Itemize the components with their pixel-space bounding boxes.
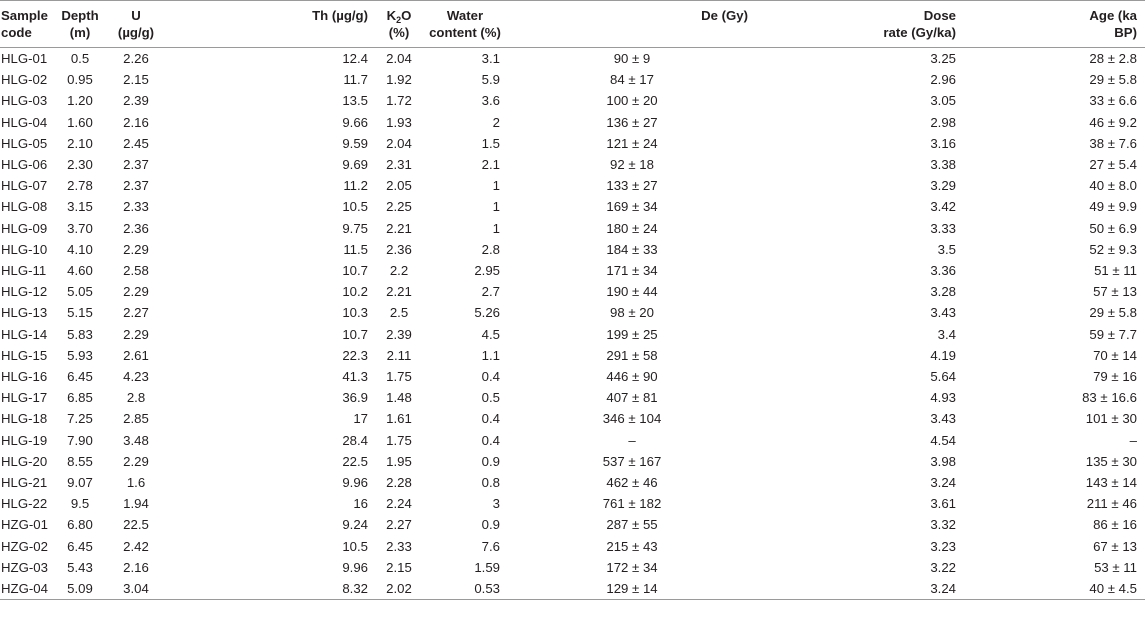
cell-sample-code: HLG-14	[1, 326, 48, 342]
cell-equivalent-dose: –	[628, 432, 636, 448]
table-row	[0, 239, 1145, 260]
cell-depth: 3.70	[67, 220, 93, 236]
cell-potassium-oxide: 2.24	[386, 496, 412, 512]
cell-equivalent-dose: 462 ± 46	[606, 475, 658, 491]
table-body	[0, 48, 1145, 600]
header-potassium-oxide: $K_2O$ (%)	[376, 1, 422, 48]
cell-uranium: 3.48	[123, 432, 149, 448]
cell-uranium: 2.15	[123, 72, 149, 88]
cell-depth: 5.15	[67, 305, 93, 321]
cell-sample-code: HLG-13	[1, 305, 48, 321]
cell-equivalent-dose: 199 ± 25	[606, 326, 658, 342]
cell-dose-rate: 3.38	[930, 157, 956, 173]
cell-age: 38 ± 7.6	[1089, 135, 1137, 151]
cell-age: 83 ± 16.6	[1082, 390, 1137, 406]
table-row	[0, 48, 1145, 70]
cell-dose-rate: 2.96	[930, 72, 956, 88]
cell-age: 33 ± 6.6	[1089, 93, 1137, 109]
header-uranium: U (µg/g)	[102, 1, 170, 48]
cell-sample-code: HLG-09	[1, 220, 48, 236]
cell-equivalent-dose: 184 ± 33	[606, 241, 658, 257]
cell-potassium-oxide: 2.21	[386, 220, 412, 236]
cell-sample-code: HLG-08	[1, 199, 48, 215]
table-row	[0, 387, 1145, 408]
cell-thorium: 17	[353, 411, 368, 427]
cell-water-content: 1	[492, 178, 500, 194]
cell-thorium: 36.9	[342, 390, 368, 406]
cell-thorium: 41.3	[342, 369, 368, 385]
cell-age: 29 ± 5.8	[1089, 305, 1137, 321]
cell-thorium: 9.96	[342, 559, 368, 575]
cell-dose-rate: 3.5	[937, 241, 956, 257]
cell-depth: 2.78	[67, 178, 93, 194]
cell-depth: 4.60	[67, 263, 93, 279]
cell-potassium-oxide: 1.75	[386, 432, 412, 448]
cell-sample-code: HLG-01	[1, 51, 48, 66]
cell-uranium: 2.8	[126, 390, 146, 406]
cell-equivalent-dose: 291 ± 58	[606, 347, 658, 363]
cell-depth: 5.83	[67, 326, 93, 342]
cell-uranium: 4.23	[123, 369, 149, 385]
cell-dose-rate: 3.98	[930, 453, 956, 469]
cell-potassium-oxide: 2.31	[386, 157, 412, 173]
cell-thorium: 9.75	[342, 220, 368, 236]
cell-equivalent-dose: 446 ± 90	[606, 369, 658, 385]
table-row	[0, 196, 1145, 217]
cell-sample-code: HZG-03	[1, 559, 48, 575]
cell-sample-code: HLG-12	[1, 284, 48, 300]
cell-uranium: 3.04	[102, 578, 170, 600]
cell-depth: 1.60	[67, 114, 93, 130]
table-row	[0, 260, 1145, 281]
table-row	[0, 90, 1145, 111]
cell-water-content: 1.5	[481, 135, 500, 151]
header-age: Age (ka BP)	[964, 1, 1145, 48]
cell-water-content: 1.1	[481, 347, 500, 363]
cell-equivalent-dose: 84 ± 17	[610, 72, 654, 88]
table-row	[0, 408, 1145, 429]
cell-water-content: 3.1	[481, 51, 500, 66]
table-row	[0, 175, 1145, 196]
cell-water-content: 5.9	[481, 72, 500, 88]
cell-uranium: 2.45	[123, 135, 149, 151]
cell-dose-rate: 3.22	[930, 559, 956, 575]
cell-equivalent-dose: 287 ± 55	[606, 517, 658, 533]
cell-dose-rate: 3.32	[930, 517, 956, 533]
cell-depth: 6.45	[67, 369, 93, 385]
cell-uranium: 2.39	[123, 93, 149, 109]
cell-equivalent-dose: 92 ± 18	[610, 157, 654, 173]
cell-depth: 6.45	[67, 538, 93, 554]
cell-age: 50 ± 6.9	[1089, 220, 1137, 236]
cell-dose-rate: 2.98	[930, 114, 956, 130]
cell-thorium: 10.3	[342, 305, 368, 321]
cell-uranium: 2.29	[123, 241, 149, 257]
cell-thorium: 9.24	[342, 517, 368, 533]
cell-potassium-oxide: 1.95	[386, 453, 412, 469]
cell-age: 40 ± 4.5	[964, 578, 1145, 600]
cell-sample-code: HLG-10	[1, 241, 48, 257]
cell-depth: 1.20	[67, 93, 93, 109]
cell-sample-code: HLG-16	[1, 369, 48, 385]
cell-age: 52 ± 9.3	[1089, 241, 1137, 257]
cell-thorium: 9.69	[342, 157, 368, 173]
cell-potassium-oxide: 2.05	[386, 178, 412, 194]
cell-sample-code: HZG-04	[0, 578, 58, 600]
cell-age: 143 ± 14	[1085, 475, 1137, 491]
cell-age: 211 ± 46	[1086, 496, 1137, 512]
cell-water-content: 2	[492, 114, 500, 130]
cell-uranium: 2.29	[123, 453, 149, 469]
table-row	[0, 514, 1145, 535]
cell-dose-rate: 3.43	[930, 411, 956, 427]
cell-water-content: 1.59	[474, 559, 500, 575]
cell-depth: 0.5	[70, 51, 90, 66]
cell-thorium: 28.4	[342, 432, 368, 448]
cell-water-content: 4.5	[481, 326, 500, 342]
cell-thorium: 11.5	[343, 241, 368, 257]
cell-potassium-oxide: 2.27	[386, 517, 412, 533]
cell-sample-code: HLG-22	[1, 496, 48, 512]
cell-depth: 0.95	[67, 72, 93, 88]
cell-dose-rate: 3.28	[930, 284, 956, 300]
cell-equivalent-dose: 129 ± 14	[508, 578, 756, 600]
cell-potassium-oxide: 2.04	[386, 51, 412, 66]
cell-depth: 6.85	[67, 390, 93, 406]
cell-uranium: 2.61	[123, 347, 149, 363]
cell-water-content: 0.53	[422, 578, 508, 600]
cell-equivalent-dose: 172 ± 34	[606, 559, 658, 575]
cell-dose-rate: 3.33	[930, 220, 956, 236]
cell-water-content: 0.4	[481, 369, 500, 385]
cell-potassium-oxide: 2.15	[386, 559, 412, 575]
cell-depth: 7.90	[67, 432, 93, 448]
cell-thorium: 22.5	[342, 453, 368, 469]
cell-potassium-oxide: 2.21	[386, 284, 412, 300]
cell-equivalent-dose: 90 ± 9	[613, 51, 651, 66]
cell-thorium: 22.3	[342, 347, 368, 363]
cell-sample-code: HLG-05	[1, 135, 48, 151]
table-row	[0, 69, 1145, 90]
table-row	[0, 366, 1145, 387]
cell-sample-code: HLG-21	[1, 475, 48, 491]
cell-potassium-oxide: 2.11	[386, 347, 412, 363]
cell-potassium-oxide: 2.2	[389, 263, 409, 279]
table-row	[0, 536, 1145, 557]
cell-depth: 2.10	[67, 135, 93, 151]
header-sample-code: Sample code	[0, 1, 58, 48]
cell-potassium-oxide: 1.75	[386, 369, 412, 385]
cell-equivalent-dose: 180 ± 24	[606, 220, 658, 236]
cell-water-content: 2.1	[481, 157, 500, 173]
cell-sample-code: HLG-15	[1, 347, 48, 363]
cell-potassium-oxide: 1.61	[386, 411, 412, 427]
cell-equivalent-dose: 190 ± 44	[606, 284, 658, 300]
cell-water-content: 2.95	[474, 263, 500, 279]
table-row	[0, 345, 1145, 366]
table-row	[0, 154, 1145, 175]
cell-age: 40 ± 8.0	[1089, 178, 1137, 194]
cell-dose-rate: 5.64	[930, 369, 956, 385]
cell-dose-rate: 3.16	[930, 135, 956, 151]
cell-dose-rate: 4.54	[930, 432, 956, 448]
cell-water-content: 3.6	[481, 93, 500, 109]
cell-water-content: 0.5	[481, 390, 500, 406]
cell-age: 135 ± 30	[1085, 453, 1137, 469]
table-row	[0, 218, 1145, 239]
cell-water-content: 0.8	[481, 475, 500, 491]
cell-potassium-oxide: 2.25	[386, 199, 412, 215]
cell-equivalent-dose: 537 ± 167	[602, 453, 662, 469]
cell-potassium-oxide: 2.02	[376, 578, 422, 600]
cell-uranium: 22.5	[123, 517, 149, 533]
cell-water-content: 3	[492, 496, 500, 512]
cell-age: 79 ± 16	[1093, 369, 1137, 385]
cell-potassium-oxide: 2.5	[389, 305, 409, 321]
header-equivalent-dose: De (Gy)	[508, 1, 756, 48]
cell-age: 46 ± 9.2	[1089, 114, 1137, 130]
cell-dose-rate: 3.43	[930, 305, 956, 321]
cell-age: 53 ± 11	[1094, 559, 1137, 575]
header-depth: Depth (m)	[58, 1, 102, 48]
table-row	[0, 472, 1145, 493]
cell-uranium: 2.58	[123, 263, 149, 279]
cell-uranium: 2.85	[123, 411, 149, 427]
cell-thorium: 16	[353, 496, 368, 512]
cell-thorium: 11.2	[343, 178, 368, 194]
cell-water-content: 0.9	[481, 517, 500, 533]
cell-age: 70 ± 14	[1093, 347, 1137, 363]
cell-age: 57 ± 13	[1093, 284, 1137, 300]
cell-dose-rate: 3.29	[930, 178, 956, 194]
cell-depth: 9.5	[70, 496, 90, 512]
cell-thorium: 10.7	[342, 263, 368, 279]
cell-potassium-oxide: 1.92	[386, 72, 412, 88]
cell-sample-code: HLG-04	[1, 114, 48, 130]
cell-water-content: 2.8	[481, 241, 500, 257]
cell-dose-rate: 3.4	[937, 326, 956, 342]
cell-water-content: 2.7	[481, 284, 500, 300]
cell-thorium: 10.7	[342, 326, 368, 342]
cell-equivalent-dose: 346 ± 104	[602, 411, 662, 427]
table-row	[0, 451, 1145, 472]
cell-sample-code: HLG-17	[1, 390, 48, 406]
cell-water-content: 0.4	[481, 411, 500, 427]
cell-equivalent-dose: 136 ± 27	[606, 114, 658, 130]
cell-equivalent-dose: 98 ± 20	[610, 305, 654, 321]
cell-equivalent-dose: 133 ± 27	[606, 178, 658, 194]
cell-equivalent-dose: 761 ± 182	[602, 496, 662, 512]
cell-dose-rate: 3.24	[930, 475, 956, 491]
cell-depth: 5.43	[67, 559, 93, 575]
cell-uranium: 1.94	[123, 496, 149, 512]
cell-age: 59 ± 7.7	[1089, 326, 1137, 342]
cell-thorium: 8.32	[170, 578, 376, 600]
cell-uranium: 2.16	[123, 559, 149, 575]
cell-uranium: 2.42	[123, 538, 149, 554]
table-row	[0, 493, 1145, 514]
cell-age: 67 ± 13	[1093, 538, 1137, 554]
table-row	[0, 281, 1145, 302]
cell-potassium-oxide: 2.39	[386, 326, 412, 342]
cell-uranium: 1.6	[126, 475, 146, 491]
table-row	[0, 112, 1145, 133]
table-row	[0, 324, 1145, 345]
cell-age: 29 ± 5.8	[1089, 72, 1137, 88]
cell-uranium: 2.26	[123, 51, 149, 66]
cell-equivalent-dose: 100 ± 20	[606, 93, 658, 109]
cell-thorium: 10.5	[342, 199, 368, 215]
cell-thorium: 13.5	[342, 93, 368, 109]
cell-equivalent-dose: 215 ± 43	[606, 538, 658, 554]
cell-depth: 8.55	[67, 453, 93, 469]
cell-equivalent-dose: 121 ± 24	[606, 135, 658, 151]
cell-potassium-oxide: 2.33	[386, 538, 412, 554]
table-row	[0, 133, 1145, 154]
cell-potassium-oxide: 2.36	[386, 241, 412, 257]
header-thorium: Th (µg/g)	[170, 1, 376, 48]
cell-uranium: 2.29	[123, 326, 149, 342]
cell-thorium: 9.59	[342, 135, 368, 151]
cell-thorium: 9.66	[342, 114, 368, 130]
cell-potassium-oxide: 2.28	[386, 475, 412, 491]
cell-sample-code: HLG-02	[1, 72, 48, 88]
cell-age: –	[1129, 432, 1137, 448]
table-header	[0, 1, 1145, 48]
table-row	[0, 430, 1145, 451]
cell-uranium: 2.37	[123, 178, 149, 194]
cell-thorium: 10.2	[342, 284, 368, 300]
cell-equivalent-dose: 407 ± 81	[606, 390, 658, 406]
cell-dose-rate: 3.25	[930, 51, 956, 66]
cell-sample-code: HLG-20	[1, 453, 48, 469]
cell-water-content: 7.6	[481, 538, 500, 554]
cell-dose-rate: 4.19	[930, 347, 956, 363]
cell-depth: 3.15	[67, 199, 93, 215]
cell-dose-rate: 3.05	[930, 93, 956, 109]
cell-water-content: 0.9	[481, 453, 500, 469]
cell-thorium: 11.7	[343, 72, 368, 88]
cell-age: 28 ± 2.8	[1089, 51, 1137, 66]
cell-dose-rate: 3.24	[756, 578, 964, 600]
cell-sample-code: HLG-11	[1, 263, 47, 279]
cell-water-content: 1	[492, 220, 500, 236]
cell-depth: 5.05	[67, 284, 93, 300]
cell-sample-code: HLG-06	[1, 157, 48, 173]
cell-uranium: 2.37	[123, 157, 149, 173]
cell-depth: 7.25	[67, 411, 93, 427]
cell-thorium: 9.96	[342, 475, 368, 491]
header-water-content: Water content (%)	[422, 1, 508, 48]
cell-sample-code: HZG-01	[1, 517, 48, 533]
cell-dose-rate: 3.36	[930, 263, 956, 279]
cell-potassium-oxide: 1.48	[386, 390, 412, 406]
cell-water-content: 5.26	[474, 305, 500, 321]
cell-potassium-oxide: 1.93	[386, 114, 412, 130]
cell-age: 27 ± 5.4	[1089, 157, 1137, 173]
cell-depth: 4.10	[67, 241, 93, 257]
cell-age: 86 ± 16	[1093, 517, 1137, 533]
cell-water-content: 1	[492, 199, 500, 215]
cell-depth: 2.30	[67, 157, 93, 173]
cell-sample-code: HLG-03	[1, 93, 48, 109]
cell-sample-code: HLG-07	[1, 178, 48, 194]
cell-uranium: 2.29	[123, 284, 149, 300]
header-dose-rate: Dose rate (Gy/ka)	[756, 1, 964, 48]
cell-potassium-oxide: 2.04	[386, 135, 412, 151]
cell-sample-code: HLG-18	[1, 411, 48, 427]
cell-depth: 5.93	[67, 347, 93, 363]
cell-age: 101 ± 30	[1085, 411, 1137, 427]
cell-equivalent-dose: 169 ± 34	[606, 199, 658, 215]
cell-potassium-oxide: 1.72	[386, 93, 412, 109]
cell-dose-rate: 3.23	[930, 538, 956, 554]
cell-sample-code: HZG-02	[1, 538, 48, 554]
cell-depth: 5.09	[58, 578, 102, 600]
cell-depth: 9.07	[67, 475, 93, 491]
cell-dose-rate: 4.93	[930, 390, 956, 406]
cell-dose-rate: 3.42	[930, 199, 956, 215]
cell-water-content: 0.4	[481, 432, 500, 448]
table-row	[0, 578, 1145, 600]
cell-depth: 6.80	[67, 517, 93, 533]
cell-thorium: 10.5	[342, 538, 368, 554]
cell-thorium: 12.4	[342, 51, 368, 66]
cell-uranium: 2.16	[123, 114, 149, 130]
cell-uranium: 2.27	[123, 305, 149, 321]
cell-dose-rate: 3.61	[930, 496, 956, 512]
cell-age: 49 ± 9.9	[1089, 199, 1137, 215]
table-row	[0, 302, 1145, 323]
cell-uranium: 2.36	[123, 220, 149, 236]
cell-age: 51 ± 11	[1094, 263, 1137, 279]
table-row	[0, 557, 1145, 578]
cell-sample-code: HLG-19	[1, 432, 48, 448]
cell-equivalent-dose: 171 ± 34	[606, 263, 658, 279]
cell-uranium: 2.33	[123, 199, 149, 215]
